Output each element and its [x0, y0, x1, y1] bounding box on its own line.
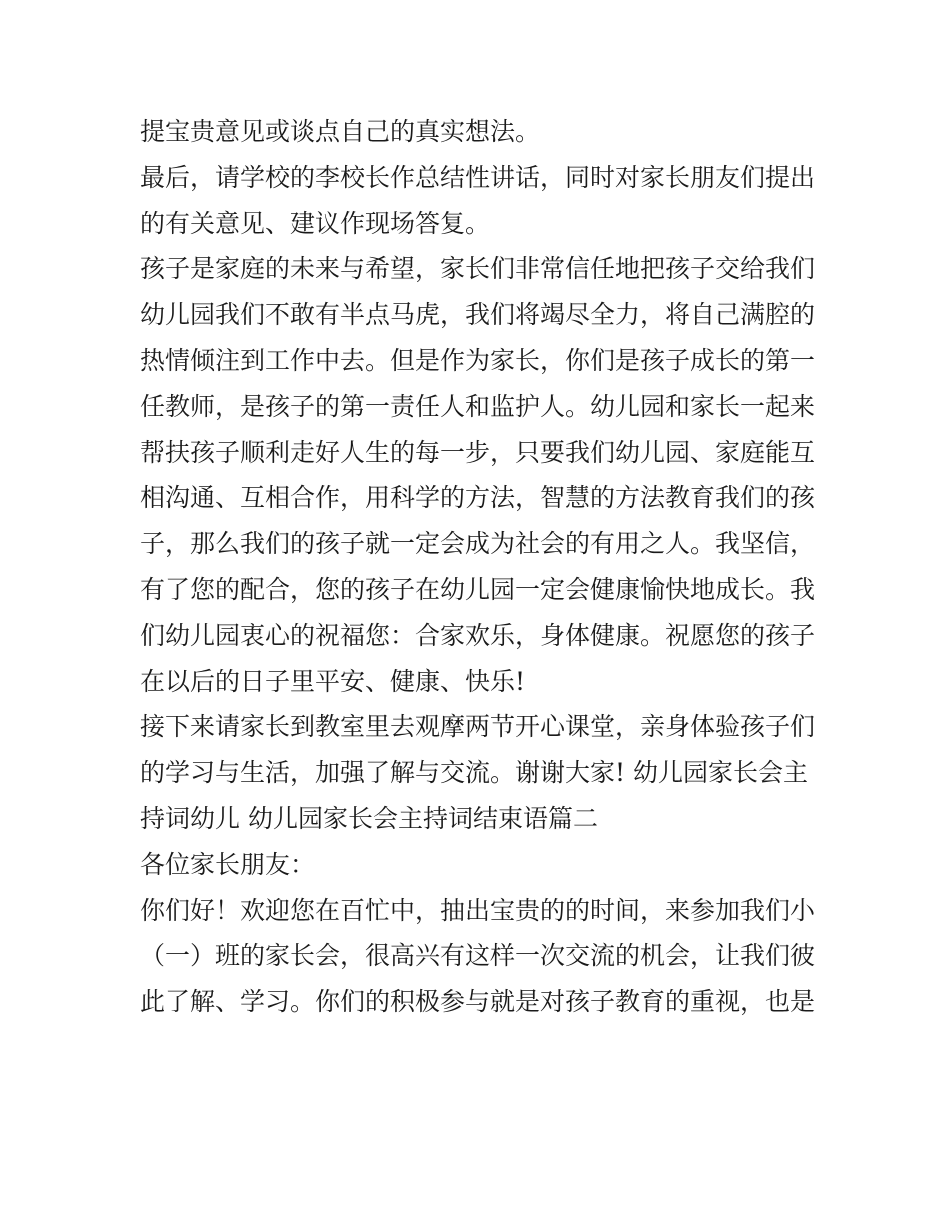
text-line: 帮扶孩子顺利走好人生的每一步，只要我们幼儿园、家庭能互	[140, 437, 816, 467]
text-line: 孩子是家庭的未来与希望，家长们非常信任地把孩子交给我们	[140, 254, 816, 284]
text-line: 们幼儿园衷心的祝福您：合家欢乐，身体健康。祝愿您的孩子	[140, 620, 816, 650]
text-line: 子，那么我们的孩子就一定会成为社会的有用之人。我坚信，	[140, 529, 816, 559]
text-line: 任教师，是孩子的第一责任人和监护人。幼儿园和家长一起来	[140, 391, 816, 421]
text-line: 持词幼儿 幼儿园家长会主持词结束语篇二	[140, 803, 598, 833]
text-line: 幼儿园我们不敢有半点马虎，我们将竭尽全力，将自己满腔的	[140, 300, 816, 330]
document-body	[140, 109, 820, 1025]
text-line: 热情倾注到工作中去。但是作为家长，你们是孩子成长的第一	[140, 345, 816, 375]
text-line: 的有关意见、建议作现场答复。	[140, 208, 491, 238]
text-line: 此了解、学习。你们的积极参与就是对孩子教育的重视，也是	[140, 987, 816, 1017]
text-line: 提宝贵意见或谈点自己的真实想法。	[140, 117, 541, 146]
text-line: 你们好！欢迎您在百忙中，抽出宝贵的的时间，来参加我们小	[140, 895, 816, 925]
text-line: 接下来请家长到教室里去观摩两节开心课堂，亲身体验孩子们	[140, 712, 816, 742]
text-line: 相沟通、互相合作，用科学的方法，智慧的方法教育我们的孩	[140, 483, 816, 513]
text-line: 有了您的配合，您的孩子在幼儿园一定会健康愉快地成长。我	[140, 574, 816, 604]
text-line: 在以后的日子里平安、健康、快乐!	[140, 666, 526, 696]
text-line: 最后，请学校的李校长作总结性讲话，同时对家长朋友们提出	[140, 162, 816, 192]
text-line: 各位家长朋友：	[140, 849, 316, 879]
text-line: 的学习与生活，加强了解与交流。谢谢大家! 幼儿园家长会主	[140, 758, 808, 788]
text-line: （一）班的家长会，很高兴有这样一次交流的机会，让我们彼	[140, 941, 816, 971]
